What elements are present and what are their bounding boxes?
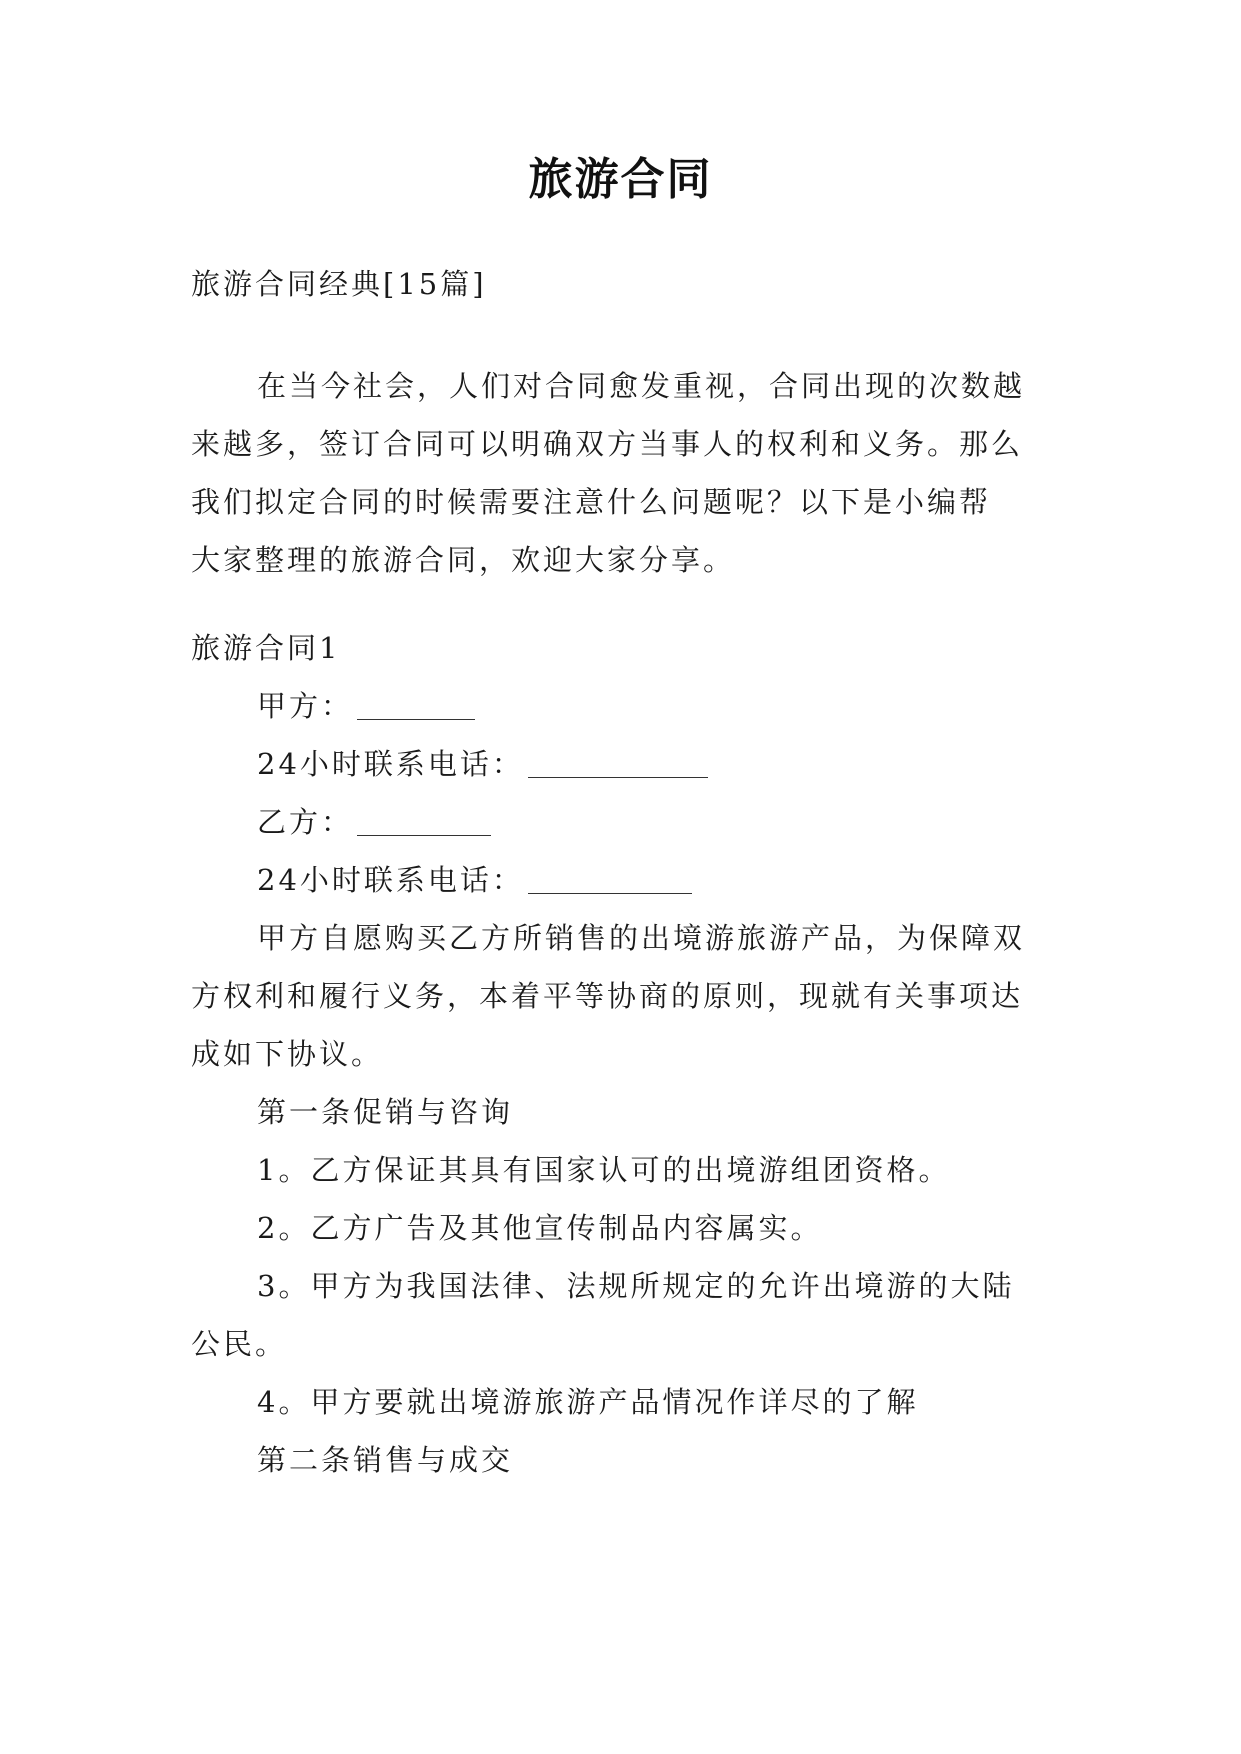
contract-body <box>191 619 1051 1489</box>
party-a-blank <box>357 697 475 720</box>
article1-item: 4。甲方要就出境游旅游产品情况作详尽的了解 <box>257 1385 919 1419</box>
party-b-phone-blank <box>528 871 692 894</box>
intro-line: 来越多，签订合同可以明确双方当事人的权利和义务。那么 <box>191 427 1024 461</box>
article1-item-continuation: 公民。 <box>191 1327 288 1361</box>
party-a-phone-label: 24小时联系电话： <box>257 747 524 781</box>
party-b-phone-row <box>191 851 1051 909</box>
party-a-label: 甲方： <box>257 689 354 723</box>
article1-item: 3。甲方为我国法律、法规所规定的允许出境游的大陆 <box>257 1269 1015 1303</box>
party-b-phone-label: 24小时联系电话： <box>257 863 524 897</box>
agreement-line: 方权利和履行义务，本着平等协商的原则，现就有关事项达 <box>191 979 1024 1013</box>
intro-line: 在当今社会，人们对合同愈发重视，合同出现的次数越 <box>257 369 1026 403</box>
party-b-row <box>191 793 1051 851</box>
party-b-blank <box>357 813 491 836</box>
agreement-line: 成如下协议。 <box>191 1037 384 1071</box>
agreement-line: 甲方自愿购买乙方所销售的出境游旅游产品，为保障双 <box>257 921 1026 955</box>
document-title: 旅游合同 <box>528 154 713 205</box>
document-subtitle: 旅游合同经典[15篇] <box>191 267 487 301</box>
article1-heading: 第一条促销与咨询 <box>257 1095 514 1129</box>
party-a-phone-row <box>191 735 1051 793</box>
article1-item: 2。乙方广告及其他宣传制品内容属实。 <box>257 1211 823 1245</box>
article2-heading: 第二条销售与成交 <box>257 1443 514 1477</box>
intro-paragraph <box>191 357 1051 589</box>
article1-item: 1。乙方保证其具有国家认可的出境游组团资格。 <box>257 1153 951 1187</box>
party-a-phone-blank <box>528 755 708 778</box>
party-b-label: 乙方： <box>257 805 354 839</box>
intro-line: 大家整理的旅游合同，欢迎大家分享。 <box>191 543 736 577</box>
document-subtitle-block <box>191 255 1051 313</box>
party-a-row <box>191 677 1051 735</box>
intro-line: 我们拟定合同的时候需要注意什么问题呢？以下是小编帮 <box>191 485 992 519</box>
section-heading: 旅游合同1 <box>191 631 341 665</box>
